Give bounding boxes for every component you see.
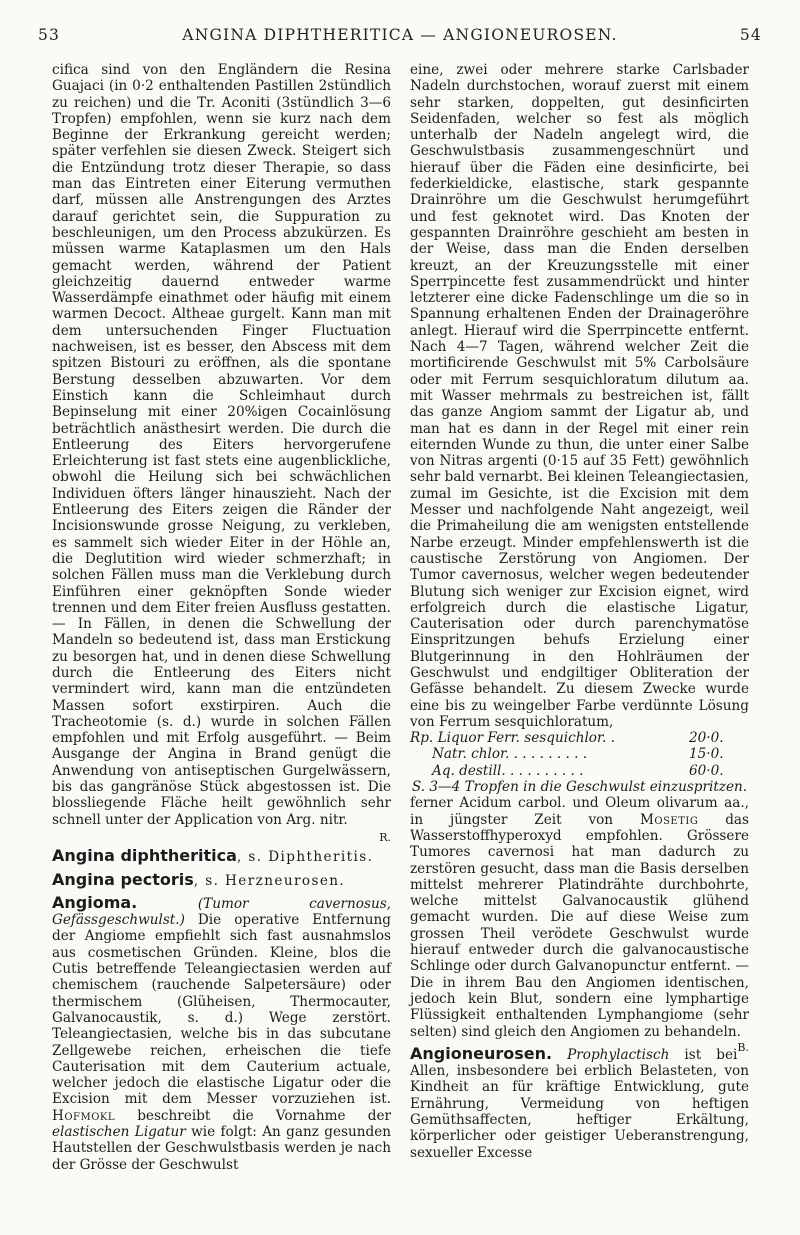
prescription-line xyxy=(410,763,749,779)
paragraph-text: cifica sind von den Engländern die Resina Guajaci (in 0·2 enthaltenden Pastillen 2stündlich zu reichen) und die Tr. Aconiti (3stündlich 3—6 Tropfen) empfohlen, wenn sie kurz nach dem Beginne der Erkrankung gereicht werden; später verfehlen sie diesen Zweck. Steigert sich die Entzündung trotz dieser Therapie, so dass man das Eintreten einer Eiterung vermuthen darf, müssen alle Anstrengungen des Arztes darauf gerichtet sein, die Suppuration zu beschleunigen, um den Process abzukürzen. Es müssen warme Kataplasmen um den Hals gemacht werden, während der Patient gleichzeitig dauernd entweder warme Wasserdämpfe einathmet oder häufig mit einem warmen Decoct. Altheae gurgelt. Kann man mit dem untersuchenden Finger Fluctuation nachweisen, ist es besser, den Abscess mit dem spitzen Bistouri zu eröffnen, als die spontane Berstung desselben abzuwarten. Vor dem Einstich kann die Schleimhaut durch Bepinselung mit einer 20%igen Cocainlösung beträchtlich anästhesirt werden. Die durch die Entleerung des Eiters hervorgerufene Erleichterung ist fast stets eine augenblickliche, obwohl die Heilung sich bei schwächlichen Individuen öfters länger hinauszieht. Nach der Entleerung des Eiters zeigen die Ränder der Incisionswunde grosse Neigung, zu verkleben, es sammelt sich wieder Eiter in der Höhle an, die Deglutition wird wieder schmerzhaft; in solchen Fällen muss man die Verklebung durch Einführen einer geknöpften Sonde wieder trennen und dem Eiter freien Ausfluss gestatten. — In Fällen, in denen die Schwellung der Mandeln so bedeutend ist, dass man Erstickung zu besorgen hat, und in denen diese Schwellung durch die Entleerung des Eiters nicht vermindert wird, kann man die entzündeten Massen sofort exstirpiren. Auch die Tracheotomie (s. d.) wurde in solchen Fällen empfohlen und mit Erfolg ausgeführt. — Beim Ausgange der Angina in Brand genügt die Anwendung von antiseptischen Gurgelwässern, bis das gangränöse Stück abgestossen ist. Die blossliegende Fläche heilt gewöhnlich sehr schnell unter der Application von Arg. nitr. xyxy=(52,62,391,828)
entry-reference: , s. Herzneurosen. xyxy=(193,872,346,889)
amount: 20·0. xyxy=(689,730,724,747)
paragraph-text: Die operative Entfernung der Angiome empfiehlt sich fast ausnahmslos aus cosmetischen Gründen. Kleine, blos die Cutis betreffende Teleangiectasien werden auf chemischem (rauchende Salpetersäure) oder thermischem (Glüheisen, Thermocauter, Galvanocaustik, s. d.) Wege zerstört. Teleangiectasien, welche bis in das subcutane Zellgewebe reichen, erheischen die tiefe Cauterisation mit dem Cauterium actuale, welcher jedoch die elastische Ligatur oder die Excision mit dem Messer vorzuziehen ist. xyxy=(52,912,391,1108)
paragraph-ligature xyxy=(410,62,749,730)
page-number-right: 54 xyxy=(739,26,762,44)
entry-angina-diphtheritica xyxy=(52,848,391,865)
running-header xyxy=(38,26,762,50)
ingredient: Aq. destill. . . . . . . . . . xyxy=(432,762,584,779)
amount: 15·0. xyxy=(689,746,724,763)
entry-reference: , s. Diphtheritis. xyxy=(236,849,374,866)
prescription-signatura: S. 3—4 Tropfen in die Geschwulst einzuspritzen. xyxy=(411,779,748,796)
paragraph-angina-treatment xyxy=(52,62,391,828)
entry-term: Angioma. xyxy=(52,892,138,912)
author-sign: R. xyxy=(379,830,391,844)
ingredient: Rp. Liquor Ferr. sesquichlor. . xyxy=(410,730,615,747)
paragraph-text: ferner Acidum carbol. und Oleum olivarum aa., in jüngster Zeit von xyxy=(410,795,749,828)
right-column xyxy=(410,62,749,1161)
entry-term: Angina diphtheritica xyxy=(52,846,237,866)
entry-angioma xyxy=(52,892,391,1173)
amount: 60·0. xyxy=(689,762,724,779)
entry-angina-pectoris xyxy=(52,869,391,889)
entry-synonyms: (Tumor cavernosus, Gefässgeschwulst.) xyxy=(52,895,391,929)
author-name: Hofmokl xyxy=(52,1107,116,1124)
page-number-left: 53 xyxy=(38,26,61,44)
paragraph-text: wie folgt: An ganz gesunden Hautstellen der Geschwulstbasis werden je nach der Grösse der Geschwulst xyxy=(52,1124,391,1173)
left-column xyxy=(52,62,391,1173)
paragraph-text: eine, zwei oder mehrere starke Carlsbader Nadeln durchstochen, worauf zuerst mit einem sehr starken, doppelten, gut desinficirten Seidenfaden, welcher so fest als möglich unterhalb der Nadeln angelegt wird, die Geschwulstbasis zusammengeschnürt und hierauf über die Fäden eine desinficirte, bei federkieldicke, elastische, stark gespannte Drainröhre um die Geschwulst herumgeführt und fest geknotet wird. Das Knoten der gespannten Drainröhre geschieht am besten in der Weise, dass man die Enden derselben kreuzt, an der Kreuzungsstelle mit einer Sperrpincette fest zusammendrückt und hinter letzterer eine dicke Fadenschlinge um die so in Spannung erhaltenen Enden der Drainageröhre anlegt. Hierauf wird die Sperrpincette entfernt. Nach 4—7 Tagen, während welcher Zeit die mortificirende Geschwulst mit 5% Carbolsäure oder mit Ferrum sesquichloratum dilutum aa. mit Wasser mehrmals zu bestreichen ist, fällt das ganze Angiom sammt der Ligatur ab, und man hat es dann in der Regel mit einer rein eiternden Wunde zu thun, die unter einer Salbe von Nitras argenti (0·15 auf 35 Fett) gewöhnlich sehr bald vernarbt. Bei kleinen Teleangiectasien, zumal im Gesichte, ist die Excision mit dem Messer und nachfolgende Naht angezeigt, weil die Primaheilung die am wenigsten entstellende Narbe erzeugt. Minder empfehlenswerth ist die caustische Zerstörung von Angiomen. Der Tumor cavernosus, welcher wegen bedeutender Blutung sich weniger zur Excision eignet, wird erfolgreich durch die elastische Ligatur, Cauterisation oder durch parenchymatöse Einspritzungen behufs Erzielung einer Blutgerinnung in den Hohlräumen der Geschwulst und endgiltiger Obliteration der Gefässe behandelt. Zu diesem Zwecke wurde eine bis zu weingelber Farbe verdünnte Lösung von Ferrum sesquichloratum, xyxy=(410,62,749,730)
entry-term: Angioneurosen. xyxy=(410,1043,553,1063)
entry-angioneurosen xyxy=(410,1043,749,1161)
prescription-line xyxy=(410,730,749,746)
running-title: ANGINA DIPHTHERITICA — ANGIONEUROSEN. xyxy=(182,26,618,44)
prescription xyxy=(410,730,749,795)
prescription-line xyxy=(410,746,749,762)
paragraph-text: beschreibt die Vornahme der xyxy=(115,1107,391,1124)
ingredient: Natr. chlor. . . . . . . . . . xyxy=(432,746,588,763)
emphasis-text: Prophylactisch xyxy=(567,1046,670,1063)
author-name: Mosetig xyxy=(639,811,699,828)
emphasis-text: elastischen Ligatur xyxy=(52,1124,186,1140)
entry-term: Angina pectoris xyxy=(52,869,194,889)
paragraph-text: das Wasserstoffhyperoxyd empfohlen. Grössere Tumores cavernosi hat man dadurch zu zerstören gesucht, dass man die Basis derselben mittelst mehrerer Platindrähte durchbohrte, welche mittelst Galvanocaustik glühend gemacht wurden. Die auf diese Weise zum grossen Theil verödete Geschwulst wurde hierauf entweder durch die galvanocaustische Schlinge oder durch Galvanopunctur entfernt. — Die in ihrem Bau den Angiomen identischen, jedoch kein Blut, sondern eine lymphartige Flüssigkeit enthaltenden Lymphangiome (sehr selten) sind gleich den Angiomen zu behandeln. xyxy=(410,811,750,1040)
author-sign: B. xyxy=(737,1040,749,1054)
paragraph-text: ist bei Allen, insbesondere bei erblich Belasteten, von Kindheit an für kräftige Entwicklung, gute Ernährung, Vermeidung von heftigen Gemüthsaffecten, heftiger Erkältung, körperlicher oder geistiger Ueberanstrengung, sexueller Excesse xyxy=(410,1046,749,1161)
